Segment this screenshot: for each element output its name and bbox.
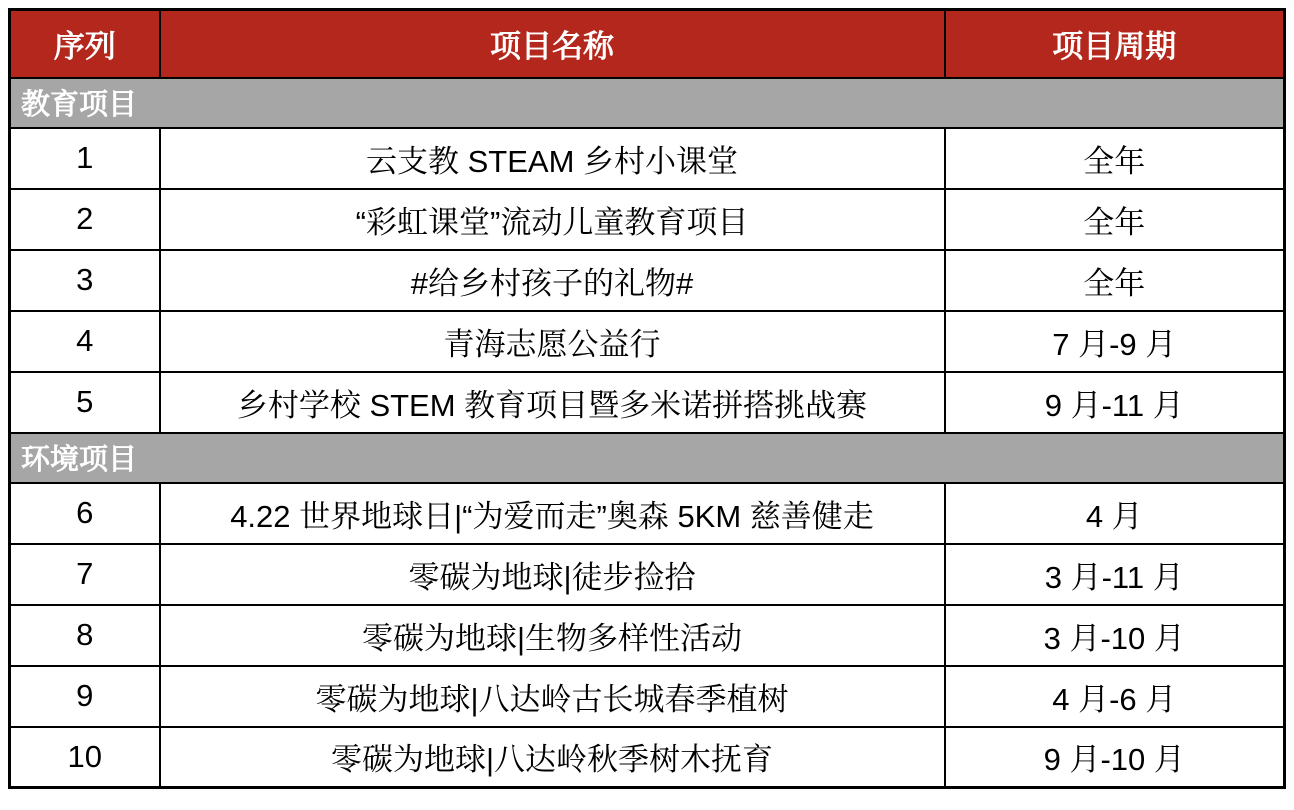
table-row [10,605,1285,666]
section-row-environment [10,433,1285,483]
cell-name: 青海志愿公益行 [160,311,945,372]
cell-index: 2 [10,189,160,250]
cell-index: 8 [10,605,160,666]
table-row [10,128,1285,189]
cell-period: 全年 [945,250,1285,311]
cell-name: “彩虹课堂”流动儿童教育项目 [160,189,945,250]
cell-name: 零碳为地球|八达岭古长城春季植树 [160,666,945,727]
cell-index: 10 [10,727,160,788]
cell-name: 零碳为地球|八达岭秋季树木抚育 [160,727,945,788]
cell-period: 3 月-11 月 [945,544,1285,605]
cell-name: 云支教 STEAM 乡村小课堂 [160,128,945,189]
cell-name: 零碳为地球|生物多样性活动 [160,605,945,666]
projects-table [8,8,1286,789]
cell-index: 1 [10,128,160,189]
cell-name: 4.22 世界地球日|“为爱而走”奥森 5KM 慈善健走 [160,483,945,544]
cell-index: 6 [10,483,160,544]
table-row [10,189,1285,250]
table-row [10,666,1285,727]
cell-period: 9 月-10 月 [945,727,1285,788]
cell-index: 5 [10,372,160,433]
cell-period: 全年 [945,128,1285,189]
cell-index: 9 [10,666,160,727]
section-row-education [10,78,1285,128]
table-row [10,250,1285,311]
table-row [10,727,1285,788]
cell-index: 3 [10,250,160,311]
section-title: 环境项目 [10,433,1285,483]
cell-name: 乡村学校 STEM 教育项目暨多米诺拼搭挑战赛 [160,372,945,433]
cell-name: #给乡村孩子的礼物# [160,250,945,311]
table-row [10,372,1285,433]
cell-period: 4 月-6 月 [945,666,1285,727]
table-row [10,544,1285,605]
cell-name: 零碳为地球|徒步捡拾 [160,544,945,605]
header-row [10,10,1285,78]
col-header-name: 项目名称 [160,10,945,78]
cell-period: 4 月 [945,483,1285,544]
col-header-period: 项目周期 [945,10,1285,78]
col-header-index: 序列 [10,10,160,78]
cell-period: 7 月-9 月 [945,311,1285,372]
cell-period: 3 月-10 月 [945,605,1285,666]
table-row [10,311,1285,372]
cell-index: 4 [10,311,160,372]
table-row [10,483,1285,544]
cell-period: 全年 [945,189,1285,250]
cell-period: 9 月-11 月 [945,372,1285,433]
cell-index: 7 [10,544,160,605]
section-title: 教育项目 [10,78,1285,128]
